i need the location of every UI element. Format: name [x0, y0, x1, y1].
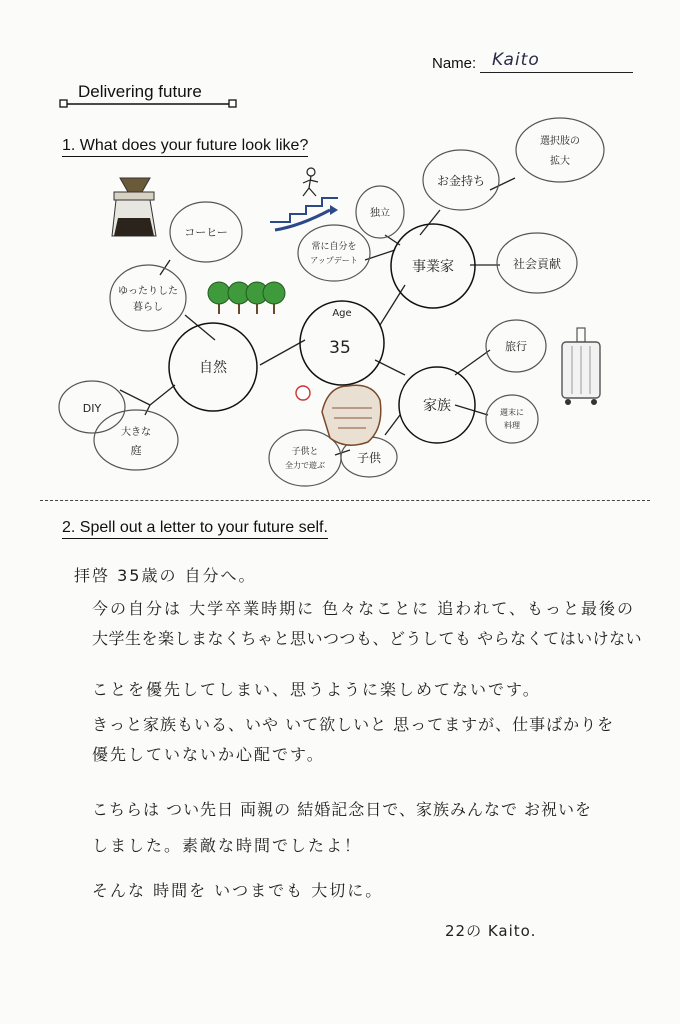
- node-shakai: [497, 233, 577, 293]
- question-2-heading: 2. Spell out a letter to your future self.: [62, 519, 328, 539]
- letter-line: 大学生を楽しまなくちゃと思いつつも、どうしても やらなくてはいけない: [92, 629, 643, 648]
- coffee-maker-icon: [112, 178, 156, 236]
- trees-icon: [208, 282, 285, 314]
- svg-text:週末に: 週末に: [500, 408, 524, 417]
- stairs-runner-icon: [270, 168, 338, 230]
- letter-line: きっと家族もいる、いや いて欲しいと 思ってますが、仕事ばかりを: [92, 715, 615, 734]
- svg-text:常に自分を: 常に自分を: [311, 242, 357, 252]
- svg-text:DIY: DIY: [82, 402, 102, 415]
- section-divider: [40, 500, 650, 501]
- svg-text:大きな: 大きな: [121, 427, 151, 438]
- letter-line: こちらは つい先日 両親の 結婚記念日で、家族みんなで お祝いを: [92, 800, 593, 819]
- svg-text:コーヒー: コーヒー: [184, 226, 228, 239]
- suitcase-icon: [562, 328, 600, 405]
- svg-text:全力で遊ぶ: 全力で遊ぶ: [285, 461, 325, 470]
- node-dokuritsu: [356, 186, 404, 238]
- node-jigyouka: [391, 224, 475, 308]
- letter-line: 今の自分は 大学卒業時期に 色々なことに 追われて、もっと最後の: [92, 599, 635, 618]
- svg-text:自然: 自然: [199, 360, 227, 376]
- center-label: Age: [332, 308, 352, 319]
- center-age-value: 35: [329, 338, 351, 358]
- node-yuttari: [110, 265, 186, 331]
- page-title: Delivering future: [78, 82, 202, 101]
- letter-line: ことを優先してしまい、思うように楽しめてないです。: [92, 680, 541, 699]
- svg-text:選択肢の: 選択肢の: [540, 136, 580, 147]
- name-value: Kaito: [492, 50, 540, 70]
- name-label: Name:: [432, 55, 477, 72]
- svg-text:アップデート: アップデート: [310, 256, 358, 265]
- svg-text:拡大: 拡大: [550, 156, 570, 167]
- baseball-glove-icon: [296, 385, 381, 445]
- letter-greeting: 拝啓 35歳の 自分へ。: [74, 566, 257, 585]
- svg-text:子供と: 子供と: [291, 447, 319, 457]
- node-update: [298, 225, 370, 281]
- svg-text:社会貢献: 社会貢献: [512, 257, 562, 271]
- node-niwa: [94, 410, 178, 470]
- letter-line: 優先していないか心配です。: [92, 745, 325, 764]
- svg-text:お金持ち: お金持ち: [436, 174, 486, 188]
- svg-text:庭: 庭: [130, 444, 142, 457]
- svg-text:旅行: 旅行: [505, 340, 527, 353]
- node-ryouri: [486, 395, 538, 443]
- node-coffee: [170, 202, 242, 262]
- svg-text:暮らし: 暮らし: [133, 302, 163, 313]
- node-shizen: [169, 323, 257, 411]
- node-kazoku: [399, 367, 475, 443]
- svg-text:子供: 子供: [356, 451, 382, 465]
- node-diy: [59, 381, 125, 433]
- letter-line: そんな 時間を いつまでも 大切に。: [92, 881, 384, 900]
- center-node: [300, 301, 384, 385]
- letter-signature: 22の Kaito.: [445, 922, 537, 940]
- svg-text:家族: 家族: [423, 398, 451, 414]
- node-okanemochi: [423, 150, 499, 210]
- svg-text:事業家: 事業家: [412, 259, 454, 275]
- node-sentakushi: [516, 118, 604, 182]
- letter-line: しました。素敵な時間でしたよ！: [92, 836, 363, 855]
- question-1-heading: 1. What does your future look like?: [62, 137, 308, 157]
- svg-text:ゆったりした: ゆったりした: [118, 286, 178, 297]
- name-underline: [480, 72, 633, 73]
- svg-text:独立: 独立: [370, 208, 390, 219]
- node-ryokou: [486, 320, 546, 372]
- svg-text:料理: 料理: [504, 421, 520, 430]
